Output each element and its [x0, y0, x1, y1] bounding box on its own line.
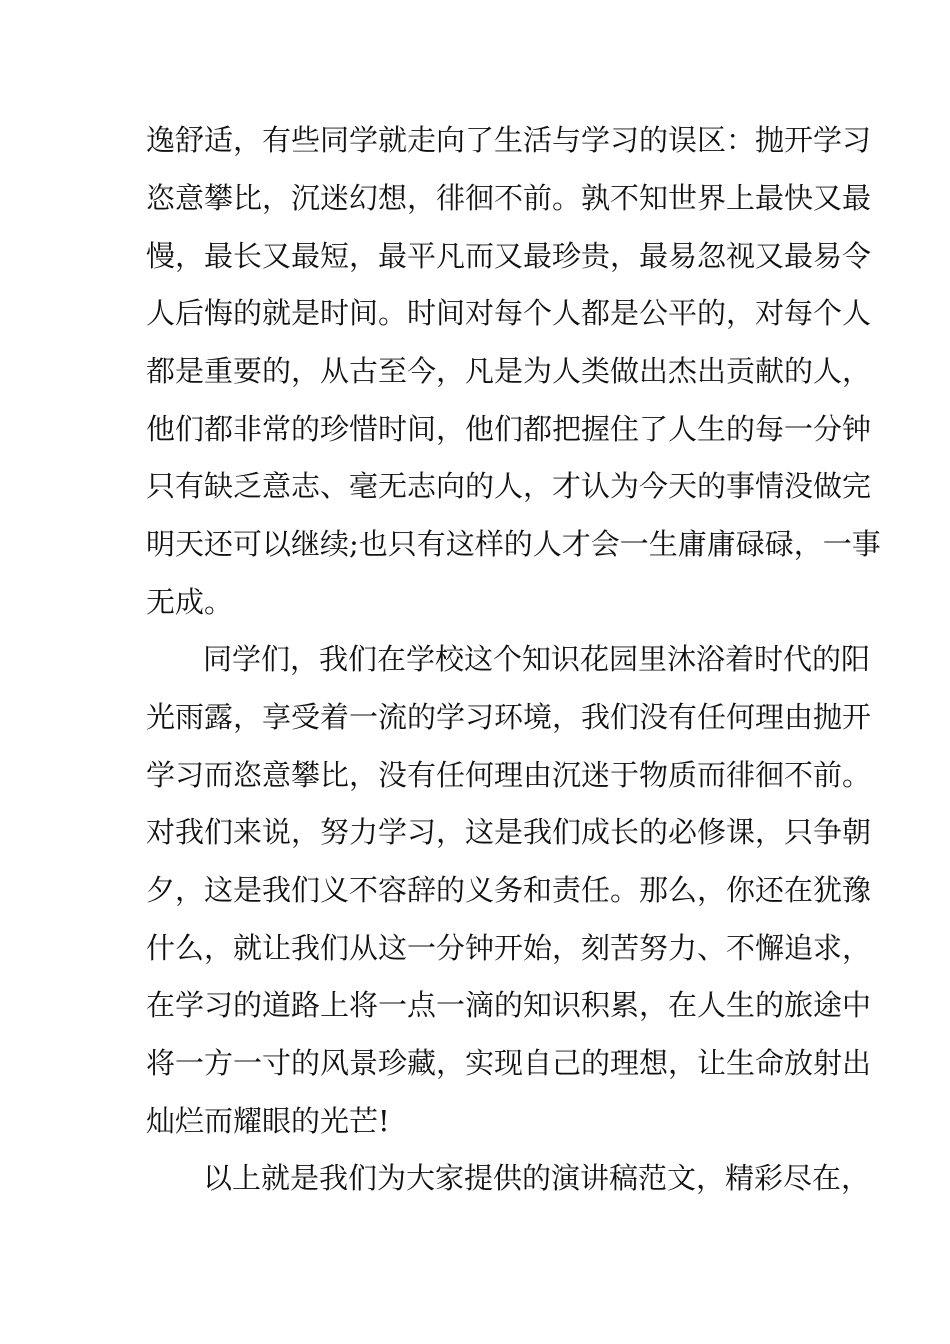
paragraph-2-line-6: 什么，就让我们从这一分钟开始，刻苦努力、不懈追求， [146, 931, 872, 965]
paragraph-2-line-5: 夕，这是我们义不容辞的义务和责任。那么，你还在犹豫 [146, 873, 872, 907]
paragraph-2-line-1: 同学们，我们在学校这个知识花园里沐浴着时代的阳 [203, 642, 871, 676]
paragraph-1-line-6: 他们都非常的珍惜时间，他们都把握住了人生的每一分钟 [146, 412, 872, 446]
paragraph-1-line-1: 逸舒适，有些同学就走向了生活与学习的误区：抛开学习 [146, 123, 872, 157]
paragraph-2-line-9: 灿烂而耀眼的光芒! [146, 1104, 390, 1138]
paragraph-2-line-7: 在学习的道路上将一点一滴的知识积累，在人生的旅途中 [146, 988, 872, 1022]
paragraph-1-line-9: 无成。 [146, 585, 234, 619]
paragraph-1-line-7: 只有缺乏意志、毫无志向的人，才认为今天的事情没做完 [146, 469, 872, 503]
paragraph-1-line-3: 慢，最长又最短，最平凡而又最珍贵，最易忽视又最易令 [146, 239, 872, 273]
paragraph-2-line-4: 对我们来说，努力学习，这是我们成长的必修课，只争朝 [146, 815, 872, 849]
paragraph-2-line-3: 学习而恣意攀比，没有任何理由沉迷于物质而徘徊不前。 [146, 758, 872, 792]
paragraph-2-line-2: 光雨露，享受着一流的学习环境，我们没有任何理由抛开 [146, 700, 872, 734]
paragraph-1-line-4: 人后悔的就是时间。时间对每个人都是公平的，对每个人 [146, 296, 872, 330]
paragraph-1-line-5: 都是重要的，从古至今，凡是为人类做出杰出贡献的人， [146, 354, 872, 388]
paragraph-2-line-8: 将一方一寸的风景珍藏，实现自己的理想，让生命放射出 [146, 1046, 872, 1080]
paragraph-1-line-8: 明天还可以继续;也只有这样的人才会一生庸庸碌碌，一事 [146, 527, 881, 561]
paragraph-3-line-1: 以上就是我们为大家提供的演讲稿范文，精彩尽在， [203, 1161, 871, 1195]
paragraph-1-line-2: 恣意攀比，沉迷幻想，徘徊不前。孰不知世界上最快又最 [146, 181, 872, 215]
